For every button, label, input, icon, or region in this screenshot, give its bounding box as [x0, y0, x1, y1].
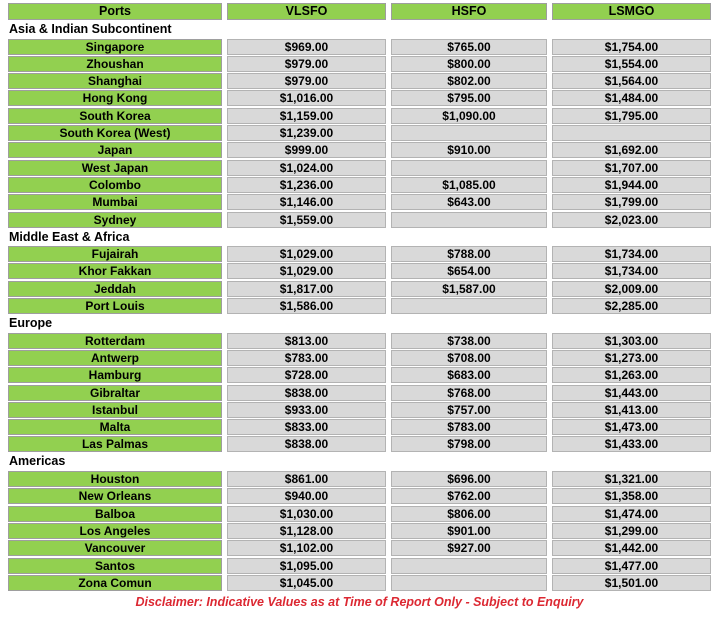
lsmgo-price-cell: $1,707.00	[552, 160, 711, 176]
table-row	[8, 39, 711, 55]
table-row	[8, 90, 711, 106]
lsmgo-price-cell: $1,754.00	[552, 39, 711, 55]
lsmgo-price-cell: $1,433.00	[552, 436, 711, 452]
table-row	[8, 212, 711, 228]
lsmgo-price-cell: $1,477.00	[552, 558, 711, 574]
vlsfo-price-cell: $1,029.00	[227, 263, 386, 279]
port-cell: Sydney	[8, 212, 222, 228]
port-cell: Colombo	[8, 177, 222, 193]
hsfo-price-cell: $901.00	[391, 523, 547, 539]
table-row	[8, 177, 711, 193]
section-header: Middle East & Africa	[9, 229, 130, 244]
section-header: Asia & Indian Subcontinent	[9, 22, 172, 37]
hsfo-price-cell: $798.00	[391, 436, 547, 452]
port-cell: Malta	[8, 419, 222, 435]
vlsfo-price-cell: $861.00	[227, 471, 386, 487]
lsmgo-price-cell: $1,799.00	[552, 194, 711, 210]
lsmgo-price-cell: $2,285.00	[552, 298, 711, 314]
vlsfo-price-cell: $783.00	[227, 350, 386, 366]
vlsfo-price-cell: $838.00	[227, 436, 386, 452]
vlsfo-price-cell: $979.00	[227, 73, 386, 89]
hsfo-price-cell	[391, 298, 547, 314]
lsmgo-price-cell: $1,263.00	[552, 367, 711, 383]
col-header-hsfo: HSFO	[391, 3, 547, 20]
section-header: Americas	[9, 454, 66, 469]
disclaimer-text: Disclaimer: Indicative Values as at Time of Report Only - Subject to Enquiry	[135, 594, 584, 609]
hsfo-price-cell	[391, 125, 547, 141]
table-row	[8, 523, 711, 539]
vlsfo-price-cell: $1,817.00	[227, 281, 386, 297]
lsmgo-price-cell: $1,734.00	[552, 246, 711, 262]
vlsfo-price-cell: $813.00	[227, 333, 386, 349]
lsmgo-price-cell: $2,023.00	[552, 212, 711, 228]
hsfo-price-cell: $696.00	[391, 471, 547, 487]
lsmgo-price-cell: $1,484.00	[552, 90, 711, 106]
lsmgo-price-cell: $1,321.00	[552, 471, 711, 487]
vlsfo-price-cell: $728.00	[227, 367, 386, 383]
hsfo-price-cell: $1,090.00	[391, 108, 547, 124]
port-cell: Singapore	[8, 39, 222, 55]
port-cell: Fujairah	[8, 246, 222, 262]
vlsfo-price-cell: $833.00	[227, 419, 386, 435]
hsfo-price-cell: $1,587.00	[391, 281, 547, 297]
vlsfo-price-cell: $969.00	[227, 39, 386, 55]
hsfo-price-cell: $683.00	[391, 367, 547, 383]
table-row	[8, 558, 711, 574]
lsmgo-price-cell: $1,303.00	[552, 333, 711, 349]
port-cell: Shanghai	[8, 73, 222, 89]
table-row	[8, 540, 711, 556]
lsmgo-price-cell: $1,944.00	[552, 177, 711, 193]
table-row	[8, 108, 711, 124]
table-row	[8, 575, 711, 591]
lsmgo-price-cell: $1,413.00	[552, 402, 711, 418]
hsfo-price-cell: $927.00	[391, 540, 547, 556]
port-cell: Las Palmas	[8, 436, 222, 452]
table-row	[8, 73, 711, 89]
vlsfo-price-cell: $999.00	[227, 142, 386, 158]
table-row	[8, 263, 711, 279]
port-cell: South Korea	[8, 108, 222, 124]
lsmgo-price-cell: $1,443.00	[552, 385, 711, 401]
port-cell: South Korea (West)	[8, 125, 222, 141]
vlsfo-price-cell: $838.00	[227, 385, 386, 401]
table-row	[8, 246, 711, 262]
table-row	[8, 419, 711, 435]
lsmgo-price-cell: $1,273.00	[552, 350, 711, 366]
hsfo-price-cell: $654.00	[391, 263, 547, 279]
lsmgo-price-cell	[552, 125, 711, 141]
hsfo-price-cell: $738.00	[391, 333, 547, 349]
hsfo-price-cell: $1,085.00	[391, 177, 547, 193]
hsfo-price-cell: $643.00	[391, 194, 547, 210]
table-header-row	[8, 3, 711, 20]
table-row	[8, 350, 711, 366]
lsmgo-price-cell: $1,554.00	[552, 56, 711, 72]
hsfo-price-cell: $806.00	[391, 506, 547, 522]
port-cell: Rotterdam	[8, 333, 222, 349]
vlsfo-price-cell: $1,159.00	[227, 108, 386, 124]
hsfo-price-cell	[391, 575, 547, 591]
hsfo-price-cell: $783.00	[391, 419, 547, 435]
table-row	[8, 194, 711, 210]
port-cell: Vancouver	[8, 540, 222, 556]
vlsfo-price-cell: $1,128.00	[227, 523, 386, 539]
hsfo-price-cell	[391, 160, 547, 176]
lsmgo-price-cell: $1,473.00	[552, 419, 711, 435]
port-cell: Balboa	[8, 506, 222, 522]
vlsfo-price-cell: $1,239.00	[227, 125, 386, 141]
port-cell: Mumbai	[8, 194, 222, 210]
lsmgo-price-cell: $1,564.00	[552, 73, 711, 89]
lsmgo-price-cell: $1,734.00	[552, 263, 711, 279]
port-cell: Zona Comun	[8, 575, 222, 591]
lsmgo-price-cell: $1,474.00	[552, 506, 711, 522]
port-cell: New Orleans	[8, 488, 222, 504]
table-row	[8, 142, 711, 158]
table-row	[8, 160, 711, 176]
hsfo-price-cell: $910.00	[391, 142, 547, 158]
port-cell: Japan	[8, 142, 222, 158]
vlsfo-price-cell: $1,236.00	[227, 177, 386, 193]
table-row	[8, 471, 711, 487]
vlsfo-price-cell: $1,146.00	[227, 194, 386, 210]
lsmgo-price-cell: $1,358.00	[552, 488, 711, 504]
lsmgo-price-cell: $1,795.00	[552, 108, 711, 124]
vlsfo-price-cell: $1,095.00	[227, 558, 386, 574]
hsfo-price-cell: $762.00	[391, 488, 547, 504]
lsmgo-price-cell: $1,442.00	[552, 540, 711, 556]
table-row	[8, 56, 711, 72]
vlsfo-price-cell: $1,102.00	[227, 540, 386, 556]
hsfo-price-cell: $788.00	[391, 246, 547, 262]
lsmgo-price-cell: $1,692.00	[552, 142, 711, 158]
hsfo-price-cell: $768.00	[391, 385, 547, 401]
port-cell: West Japan	[8, 160, 222, 176]
table-row	[8, 125, 711, 141]
lsmgo-price-cell: $1,299.00	[552, 523, 711, 539]
vlsfo-price-cell: $979.00	[227, 56, 386, 72]
vlsfo-price-cell: $1,559.00	[227, 212, 386, 228]
hsfo-price-cell	[391, 212, 547, 228]
section-header: Europe	[9, 316, 53, 331]
vlsfo-price-cell: $1,029.00	[227, 246, 386, 262]
table-body	[8, 21, 711, 591]
hsfo-price-cell: $757.00	[391, 402, 547, 418]
port-cell: Istanbul	[8, 402, 222, 418]
vlsfo-price-cell: $940.00	[227, 488, 386, 504]
table-row	[8, 402, 711, 418]
port-cell: Khor Fakkan	[8, 263, 222, 279]
hsfo-price-cell: $708.00	[391, 350, 547, 366]
vlsfo-price-cell: $1,024.00	[227, 160, 386, 176]
col-header-vlsfo: VLSFO	[227, 3, 386, 20]
table-row	[8, 298, 711, 314]
hsfo-price-cell: $795.00	[391, 90, 547, 106]
vlsfo-price-cell: $1,586.00	[227, 298, 386, 314]
hsfo-price-cell: $765.00	[391, 39, 547, 55]
table-row	[8, 367, 711, 383]
port-cell: Hamburg	[8, 367, 222, 383]
vlsfo-price-cell: $933.00	[227, 402, 386, 418]
port-cell: Zhoushan	[8, 56, 222, 72]
port-cell: Port Louis	[8, 298, 222, 314]
table-row	[8, 488, 711, 504]
table-row	[8, 506, 711, 522]
port-cell: Jeddah	[8, 281, 222, 297]
port-cell: Santos	[8, 558, 222, 574]
port-cell: Hong Kong	[8, 90, 222, 106]
port-cell: Antwerp	[8, 350, 222, 366]
port-cell: Los Angeles	[8, 523, 222, 539]
vlsfo-price-cell: $1,045.00	[227, 575, 386, 591]
hsfo-price-cell: $802.00	[391, 73, 547, 89]
port-cell: Gibraltar	[8, 385, 222, 401]
table-row	[8, 281, 711, 297]
vlsfo-price-cell: $1,016.00	[227, 90, 386, 106]
table-row	[8, 385, 711, 401]
lsmgo-price-cell: $1,501.00	[552, 575, 711, 591]
hsfo-price-cell: $800.00	[391, 56, 547, 72]
col-header-lsmgo: LSMGO	[552, 3, 711, 20]
hsfo-price-cell	[391, 558, 547, 574]
port-cell: Houston	[8, 471, 222, 487]
lsmgo-price-cell: $2,009.00	[552, 281, 711, 297]
table-row	[8, 436, 711, 452]
col-header-ports: Ports	[8, 3, 222, 20]
table-row	[8, 333, 711, 349]
vlsfo-price-cell: $1,030.00	[227, 506, 386, 522]
